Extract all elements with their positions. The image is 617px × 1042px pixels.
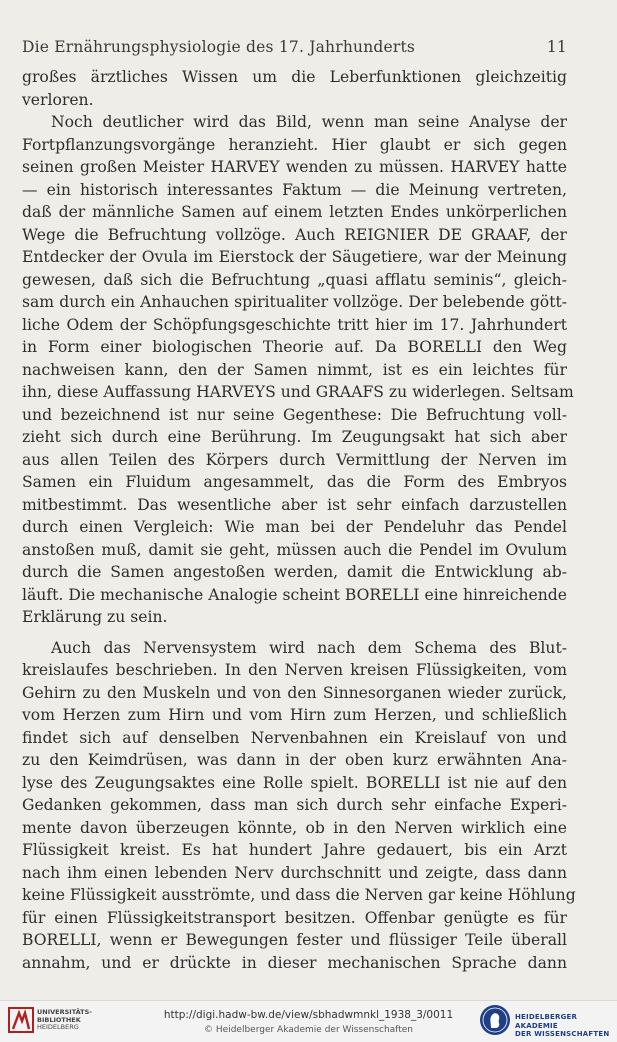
- text-line: annahm, und er drückte in dieser mechanischen Sprache dann: [22, 953, 567, 972]
- academy-name: [515, 1013, 617, 1039]
- page-number: 11: [546, 38, 567, 56]
- permalink-url[interactable]: http://digi.hadw-bw.de/view/sbhadwmnkl_1938_3/0011: [163, 1009, 454, 1021]
- body-text: [22, 66, 576, 974]
- text-line: vom Herzen zum Hirn und vom Hirn zum Herzen, und schließlich: [22, 706, 567, 724]
- text-line: ihn, diese Auffassung HARVEYS und GRAAFS zu widerlegen. Seltsam: [22, 383, 574, 401]
- text-line: Gedanken gekommen, dass man sich durch sehr einfache Experi-: [22, 796, 567, 814]
- text-line: Fortpflanzungsvorgänge heranzieht. Hier glaubt er sich gegen: [22, 135, 567, 154]
- text-line: zu den Keimdrüsen, was dann in der oben kurz erwähnten Ana-: [22, 751, 567, 769]
- text-line: durch die Samen angestoßen werden, damit die Entwicklung ab-: [22, 563, 567, 581]
- text-line: Auch das Nervensystem wird nach dem Schema des Blut-: [51, 638, 567, 657]
- text-line: nach ihm einen lebenden Nerv durchschnitt und zeigte, dass dann: [22, 863, 567, 882]
- text-line: kreislaufes beschrieben. In den Nerven kreisen Flüssigkeiten, vom: [22, 661, 567, 679]
- text-line: durch einen Vergleich: Wie man bei der Pendeluhr das Pendel: [22, 518, 567, 536]
- text-line: Entdecker der Ovula im Eierstock der Säugetiere, war der Meinung: [22, 248, 567, 266]
- copyright-notice: © Heidelberger Akademie der Wissenschaften: [204, 1025, 413, 1035]
- running-header: [22, 38, 567, 56]
- text-line: und bezeichnend ist nur seine Gegenthese: Die Befruchtung voll-: [22, 405, 567, 424]
- text-line: Noch deutlicher wird das Bild, wenn man seine Analyse der: [51, 113, 567, 131]
- text-line: Gehirn zu den Muskeln und von den Sinnesorganen wieder zurück,: [22, 683, 567, 702]
- text-line: liche Odem der Schöpfungsgeschichte tritt hier im 17. Jahrhundert: [22, 315, 567, 334]
- text-line: Wege die Befruchtung vollzöge. Auch REIGNIER DE GRAAF, der: [22, 225, 567, 244]
- library-name-line: UNIVERSITÄTS-: [37, 1008, 92, 1016]
- academy-name-line: HEIDELBERGER AKADEMIE: [515, 1013, 578, 1030]
- text-line: gewesen, daß sich die Befruchtung „quasi afflatu seminis“, gleich-: [22, 270, 567, 289]
- text-line: — ein historisch interessantes Faktum — die Meinung vertreten,: [22, 180, 567, 199]
- text-line: Flüssigkeit kreist. Es hat hundert Jahre gedauert, bis ein Arzt: [22, 841, 567, 859]
- text-line: für einen Flüssigkeitstransport besitzen. Offenbar genügte es für: [22, 908, 567, 927]
- text-line: großes ärztliches Wissen um die Leberfunktionen gleichzeitig: [22, 68, 567, 86]
- paragraph-gap: [22, 629, 567, 637]
- text-line: verloren.: [22, 90, 94, 109]
- text-line: aus allen Teilen des Körpers durch Vermittlung der Nerven im: [22, 450, 567, 469]
- text-line: nachweisen kann, den der Samen nimmt, ist es ein leichtes für: [22, 360, 567, 379]
- text-line: Erklärung zu sein.: [22, 608, 168, 626]
- text-line: Samen ein Fluidum angesammelt, das die Form des Embryos: [22, 473, 567, 491]
- text-line: keine Flüssigkeit ausströmte, und dass die Nerven gar keine Höhlung: [22, 886, 576, 904]
- text-line: läuft. Die mechanische Analogie scheint BORELLI eine hinreichende: [22, 585, 567, 604]
- text-line: seinen großen Meister HARVEY wenden zu müssen. HARVEY hatte: [22, 158, 567, 176]
- text-line: lyse des Zeugungsaktes eine Rolle spielt. BORELLI ist nie auf den: [22, 773, 567, 792]
- running-title: Die Ernährungsphysiologie des 17. Jahrhunderts: [22, 38, 416, 56]
- viewer-footer: [0, 1000, 617, 1042]
- library-name-line: BIBLIOTHEK: [37, 1015, 81, 1024]
- academy-name-line: DER WISSENSCHAFTEN: [515, 1030, 610, 1038]
- text-line: in Form einer biologischen Theorie auf. Da BORELLI den Weg: [22, 338, 567, 356]
- text-line: mitbestimmt. Das wesentliche aber ist sehr einfach darzustellen: [22, 495, 567, 514]
- library-city: HEIDELBERG: [37, 1023, 79, 1031]
- text-line: daß der männliche Samen auf einem letzten Endes unkörperlichen: [22, 203, 567, 221]
- text-line: BORELLI, wenn er Bewegungen fester und flüssiger Teile überall: [22, 931, 567, 949]
- text-line: anstoßen muß, damit sie geht, müssen auch die Pendel im Ovulum: [22, 540, 567, 559]
- text-line: sam durch ein Anhauchen spiritualiter vollzöge. Der belebende gött-: [22, 293, 567, 311]
- text-line: findet sich auf denselben Nervenbahnen ein Kreislauf von und: [22, 728, 567, 747]
- text-line: zieht sich durch eine Berührung. Im Zeugungsakt hat sich aber: [22, 428, 567, 446]
- academy-seal-icon: [479, 1004, 511, 1036]
- text-line: mente davon überzeugen könnte, ob in den Nerven wirklich eine: [22, 818, 567, 837]
